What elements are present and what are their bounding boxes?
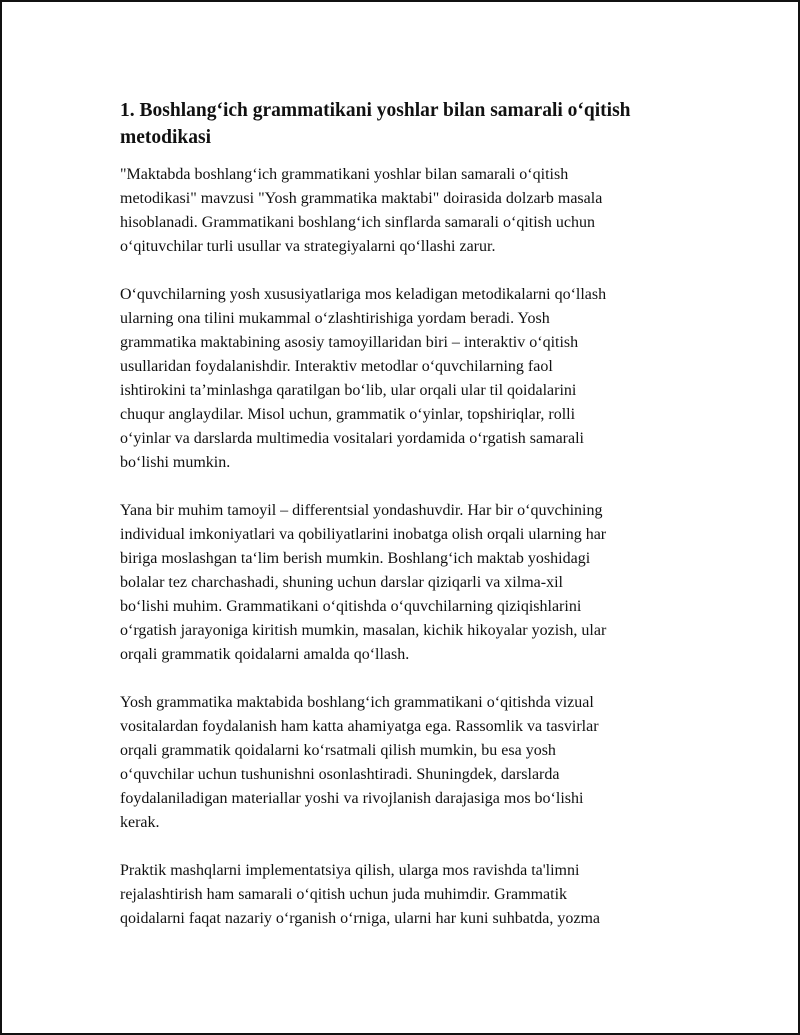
text-line: orqali grammatik qoidalarni amalda qo‘llash.	[120, 646, 410, 663]
text-line: grammatika maktabining asosiy tamoyillaridan biri – interaktiv o‘qitish	[120, 334, 579, 351]
text-line: individual imkoniyatlari va qobiliyatlarini inobatga olish orqali ularning har	[120, 526, 607, 543]
text-line: o‘yinlar va darslarda multimedia vositalari yordamida o‘rgatish samarali	[120, 430, 584, 447]
text-line: biriga moslashgan ta‘lim berish mumkin. Boshlang‘ich maktab yoshidagi	[120, 550, 591, 567]
text-line: ishtirokini ta’minlashga qaratilgan bo‘lib, ular orqali ular til qoidalarini	[120, 382, 577, 399]
text-line: vositalardan foydalanish ham katta ahamiyatga ega. Rassomlik va tasvirlar	[120, 718, 599, 735]
title-line: 1. Boshlang‘ich grammatikani yoshlar bilan samarali o‘qitish	[120, 100, 631, 121]
text-line: bo‘lishi mumkin.	[120, 454, 231, 471]
paragraph-2	[120, 283, 680, 475]
paragraph-1	[120, 163, 680, 259]
text-line: "Maktabda boshlang‘ich grammatikani yoshlar bilan samarali o‘qitish	[120, 166, 569, 183]
text-line: orqali grammatik qoidalarni ko‘rsatmali qilish mumkin, bu esa yosh	[120, 742, 556, 759]
text-line: qoidalarni faqat nazariy o‘rganish o‘rniga, ularni har kuni suhbatda, yozma	[120, 910, 600, 927]
paragraph-4	[120, 691, 680, 835]
text-line: o‘quvchilar uchun tushunishni osonlashtiradi. Shuningdek, darslarda	[120, 766, 560, 783]
text-line: metodikasi" mavzusi "Yosh grammatika maktabi" doirasida dolzarb masala	[120, 190, 603, 207]
text-line: hisoblanadi. Grammatikani boshlang‘ich sinflarda samarali o‘qitish uchun	[120, 214, 595, 231]
text-line: rejalashtirish ham samarali o‘qitish uchun juda muhimdir. Grammatik	[120, 886, 568, 903]
text-line: bo‘lishi muhim. Grammatikani o‘qitishda o‘quvchilarning qiziqishlarini	[120, 598, 582, 615]
text-line: bolalar tez charchashadi, shuning uchun darslar qiziqarli va xilma-xil	[120, 574, 563, 591]
text-line: O‘quvchilarning yosh xususiyatlariga mos keladigan metodikalarni qo‘llash	[120, 286, 607, 303]
text-line: kerak.	[120, 814, 160, 831]
text-line: foydalaniladigan materiallar yoshi va rivojlanish darajasiga mos bo‘lishi	[120, 790, 584, 807]
text-line: ularning ona tilini mukammal o‘zlashtirishiga yordam beradi. Yosh	[120, 310, 550, 327]
document-body	[120, 97, 680, 955]
title-line: metodikasi	[120, 127, 212, 148]
text-line: o‘qituvchilar turli usullar va strategiyalarni qo‘llashi zarur.	[120, 238, 496, 255]
text-line: chuqur anglaydilar. Misol uchun, grammatik o‘yinlar, topshiriqlar, rolli	[120, 406, 576, 423]
text-line: Yana bir muhim tamoyil – differentsial yondashuvdir. Har bir o‘quvchining	[120, 502, 603, 519]
text-line: Praktik mashqlarni implementatsiya qilish, ularga mos ravishda ta'limni	[120, 862, 580, 879]
text-line: o‘rgatish jarayoniga kiritish mumkin, masalan, kichik hikoyalar yozish, ular	[120, 622, 607, 639]
paragraph-5	[120, 859, 680, 931]
paragraph-3	[120, 499, 680, 667]
text-line: Yosh grammatika maktabida boshlang‘ich grammatikani o‘qitishda vizual	[120, 694, 594, 711]
text-line: usullaridan foydalanishdir. Interaktiv metodlar o‘quvchilarning faol	[120, 358, 553, 375]
page-title	[120, 97, 680, 151]
